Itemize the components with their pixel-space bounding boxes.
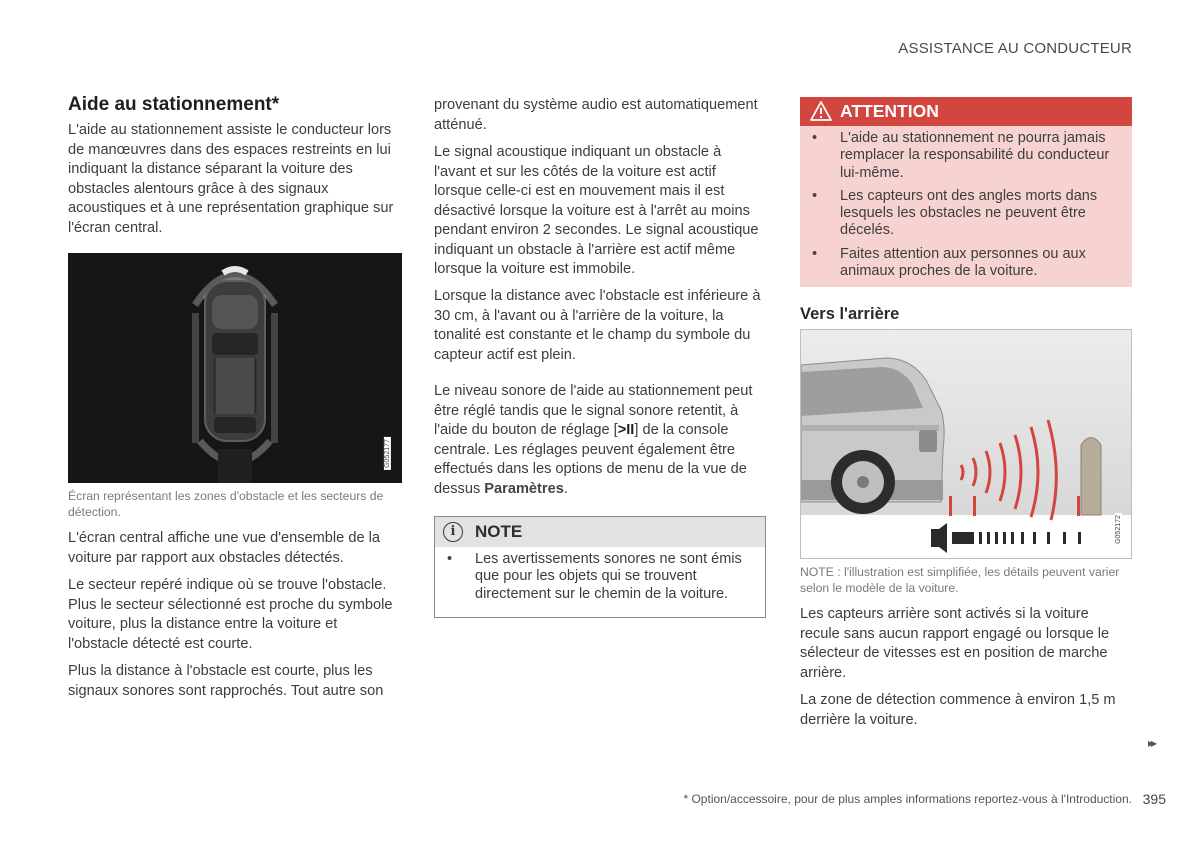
- paragraph-sector: Le secteur repéré indique où se trouve l'obstacle. Plus le secteur sélectionné est proche du symbole voiture, plus la distance entre la voiture et l'obstacle détecté est courte.: [68, 577, 393, 652]
- volume-text-mid: ] de la console centrale. Les réglages peuvent également être effectués dans les options de menu de la vue de dessus: [434, 422, 747, 497]
- intro-paragraph: L'aide au stationnement assiste le conducteur lors de manœuvres dans des espaces restreints en lui indiquant la distance séparant la voiture des obstacles alentours grâce à des signaux acoustiques et à une représentation graphique sur l'écran central.: [68, 122, 394, 236]
- note-label: NOTE: [475, 522, 523, 541]
- figure-code: G052177: [383, 439, 391, 468]
- paragraph-front-signal: Le signal acoustique indiquant un obstacle à l'avant et sur les côtés de la voiture est actif lorsque celle-ci est en mouvement mais il est désactivé lorsque la voiture est à l'arrêt au moins pendant environ 2 secondes. Le signal acoustique indiquant un obstacle à l'arrière est actif même lorsque la voiture est immobile.: [434, 144, 759, 277]
- volume-text-start: Le niveau sonore de l'aide au stationnement peut être réglé tandis que le signal sonore retentit, à l'aide du bouton de réglage [: [434, 383, 753, 438]
- info-icon: i: [443, 522, 463, 542]
- warning-triangle-icon: [810, 101, 832, 121]
- section-header: ASSISTANCE AU CONDUCTEUR: [898, 40, 1132, 57]
- paragraph-overview: L'écran central affiche une vue d'ensemble de la voiture par rapport aux obstacles détectés.: [68, 530, 380, 566]
- attention-header: [800, 97, 1132, 126]
- parking-overview-illustration: [68, 253, 402, 483]
- rear-sensor-illustration: [801, 330, 1132, 559]
- figure-caption-rear: NOTE : l'illustration est simplifiée, les détails peuvent varier selon le modèle de la voiture.: [800, 565, 1120, 595]
- menu-parametres: Paramètres: [484, 480, 564, 497]
- volume-text-end: .: [563, 480, 568, 497]
- page-title: Aide au stationnement*: [68, 94, 280, 115]
- continue-arrows-icon: ▸▸: [1148, 736, 1155, 750]
- note-item: • Les avertissements sonores ne sont émis que pour les objets qui se trouvent directement sur le chemin de la voiture.: [435, 551, 755, 603]
- attention-box: [800, 97, 1132, 287]
- paragraph-volume: [434, 382, 766, 499]
- attention-label: ATTENTION: [840, 101, 939, 121]
- figure-code: G052172: [1114, 515, 1122, 544]
- attention-item: • L'aide au stationnement ne pourra jamais remplacer la responsabilité du conducteur lui-même.: [800, 130, 1122, 182]
- attention-item: • Faites attention aux personnes ou aux animaux proches de la voiture.: [800, 246, 1122, 281]
- button-symbol: >II: [617, 422, 635, 438]
- paragraph-rear-sensors: Les capteurs arrière sont activés si la voiture recule sans aucun rapport engagé ou lorsque le sélecteur de vitesses est en position de marche arrière.: [800, 606, 1110, 681]
- note-box: [434, 516, 766, 618]
- rear-sensor-figure: [800, 329, 1132, 559]
- page-number: 395: [1142, 791, 1166, 807]
- subtitle-rear: Vers l'arrière: [800, 305, 900, 323]
- attention-item: • Les capteurs ont des angles morts dans lesquels les obstacles ne peuvent être décelés.: [800, 188, 1122, 240]
- paragraph-audio: provenant du système audio est automatiquement atténué.: [434, 97, 758, 133]
- footer-note: * Option/accessoire, pour de plus amples informations reportez-vous à l'Introduction.: [683, 792, 1132, 806]
- paragraph-30cm: Lorsque la distance avec l'obstacle est inférieure à 30 cm, à l'avant ou à l'arrière de la voiture, la tonalité est constante et le champ du symbole du capteur actif est plein.: [434, 288, 761, 363]
- paragraph-distance: Plus la distance à l'obstacle est courte, plus les signaux sonores sont rapprochés. Tout autre son: [68, 663, 384, 699]
- note-header: [435, 517, 765, 547]
- parking-screen-figure: [68, 253, 402, 483]
- figure-caption: Écran représentant les zones d'obstacle et les secteurs de détection.: [68, 489, 384, 519]
- paragraph-detection-zone: La zone de détection commence à environ 1,5 m derrière la voiture.: [800, 692, 1116, 728]
